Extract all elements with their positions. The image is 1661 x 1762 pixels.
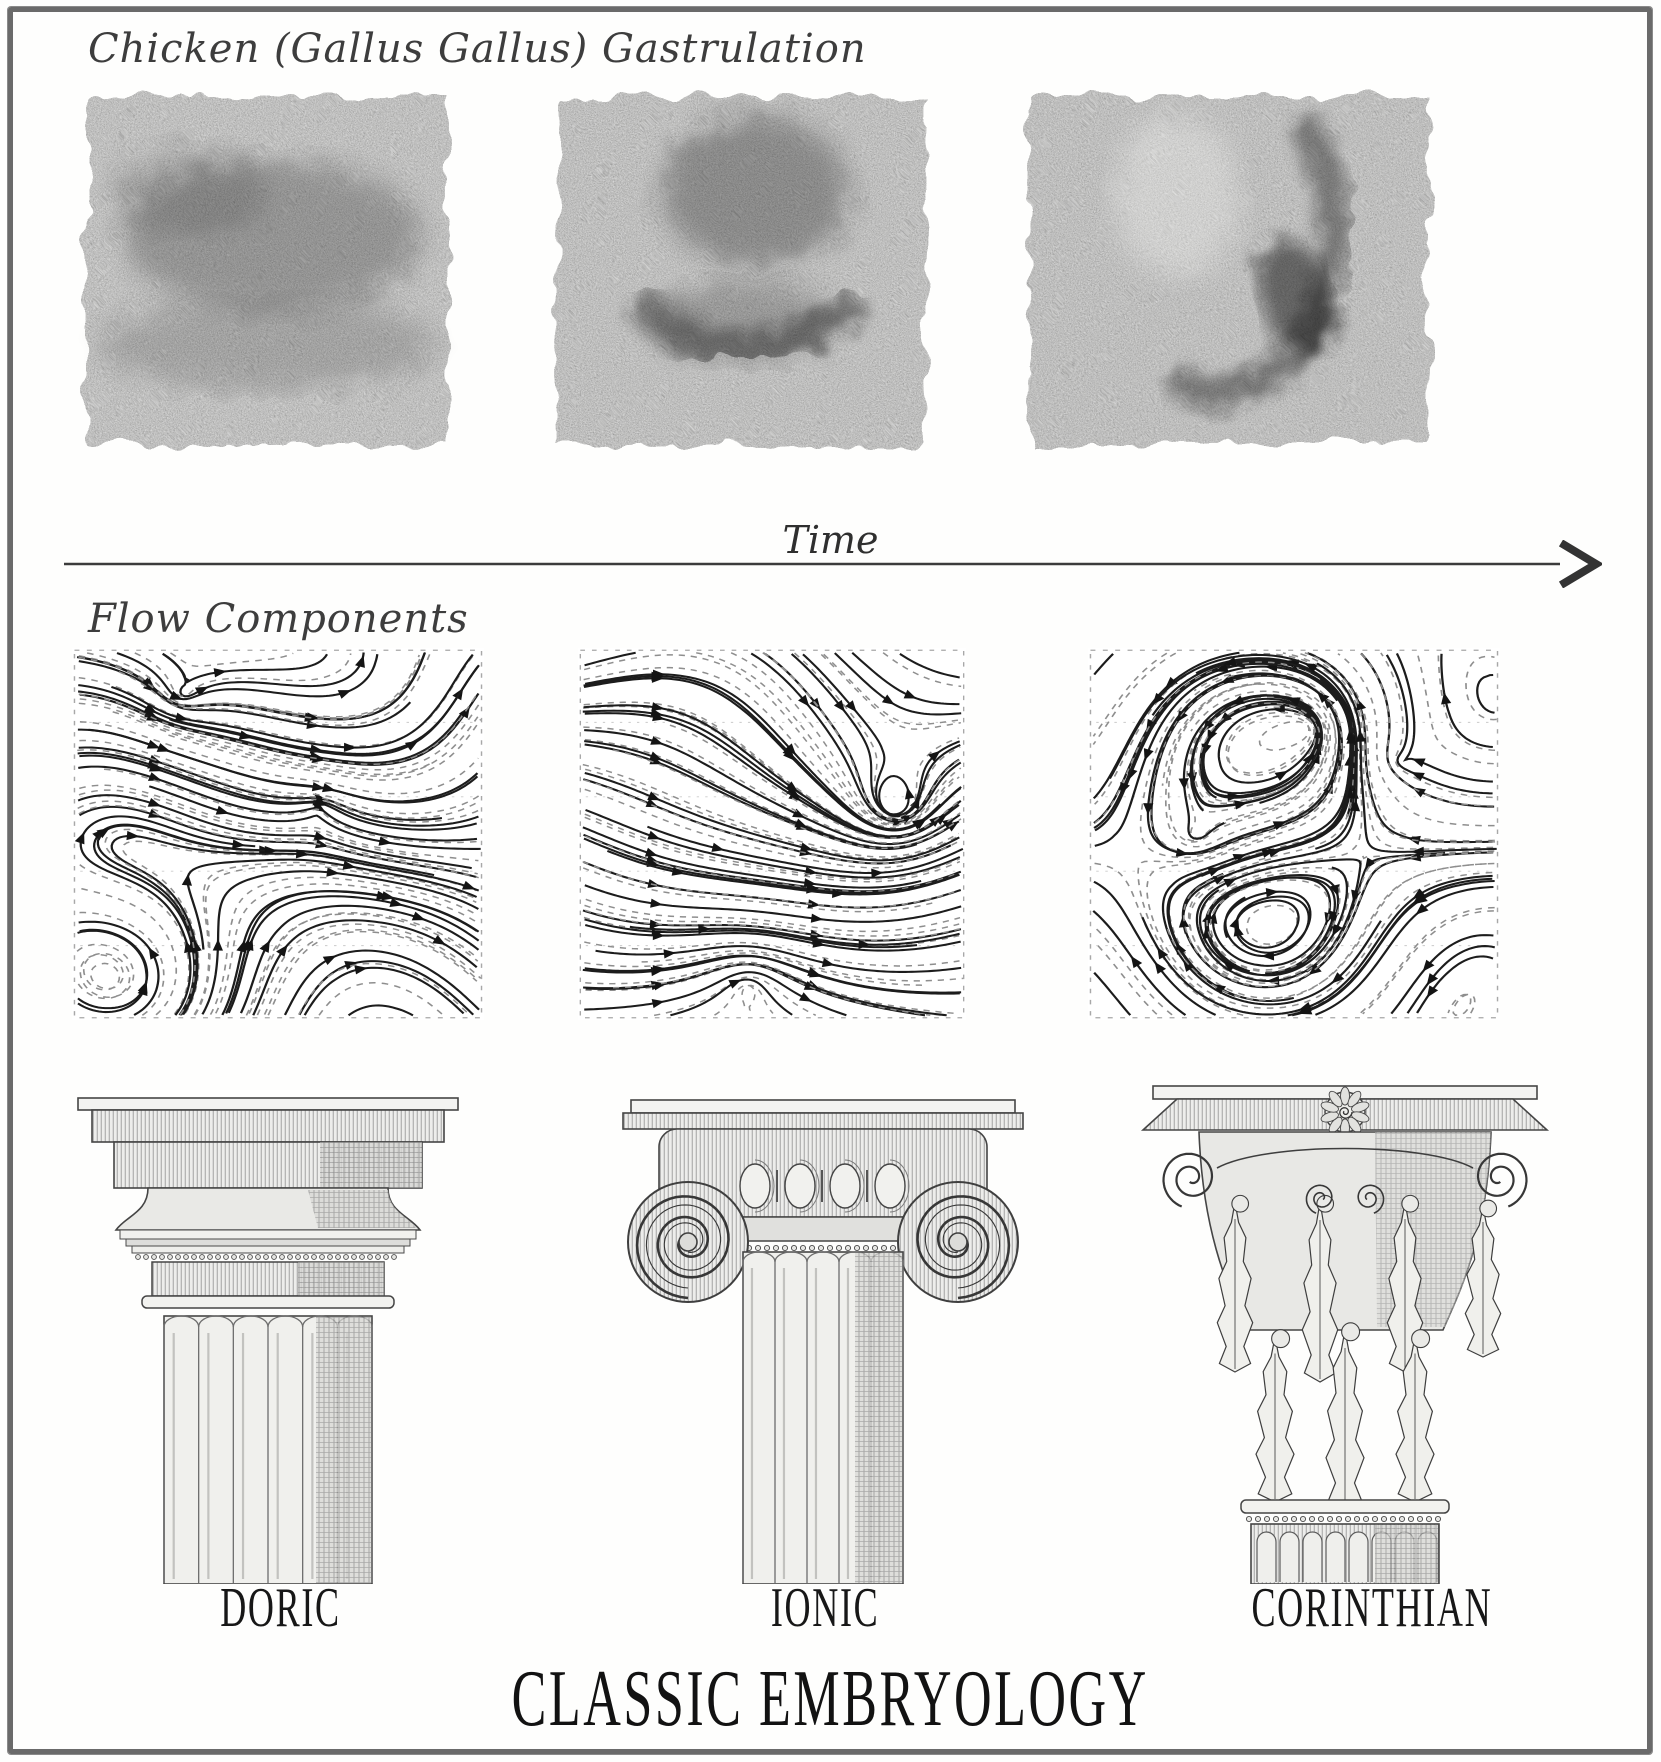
right-chevron-arrow-icon [1561,543,1596,585]
label-corinthian-text: CORINTHIAN [1251,1576,1493,1639]
time-axis-label: Time [782,518,879,562]
streamline-plot-3 [1088,648,1500,1020]
figure-caption-text: CLASSIC EMBRYOLOGY [511,1654,1150,1744]
gastrulation-image-2 [545,85,937,457]
micrograph-late-stage [1018,85,1442,457]
bead-molding [136,1255,397,1260]
ionic-column-illustration [568,1090,1078,1584]
label-corinthian [1172,1576,1572,1639]
gastrulation-image-1 [75,85,460,457]
time-axis-arrow [62,540,1602,588]
streamline-plot-1 [72,648,484,1020]
doric-column-illustration [68,1086,468,1584]
figure-caption [0,1654,1661,1744]
corinthian-column-illustration [1090,1072,1600,1584]
flow-components-heading: Flow Components [88,596,469,642]
gastrulation-heading: Chicken (Gallus Gallus) Gastrulation [88,26,867,72]
label-doric-text: DORIC [219,1576,341,1639]
corinthian-capital-drawing [1090,1072,1600,1584]
label-ionic [625,1576,1025,1639]
streamline-plot-2 [578,648,966,1020]
doric-capital-drawing [68,1086,468,1584]
gastrulation-image-3 [1018,85,1442,457]
micrograph-early-stage [75,85,460,457]
label-ionic-text: IONIC [770,1576,880,1639]
flow-panel-3 [1088,648,1500,1020]
flow-panel-1 [72,648,484,1020]
micrograph-mid-stage [545,85,937,457]
bead-molding [728,1245,913,1250]
flow-panel-2 [578,648,966,1020]
label-doric [80,1576,480,1639]
bead-molding [1246,1516,1440,1521]
ionic-capital-drawing [568,1090,1078,1584]
